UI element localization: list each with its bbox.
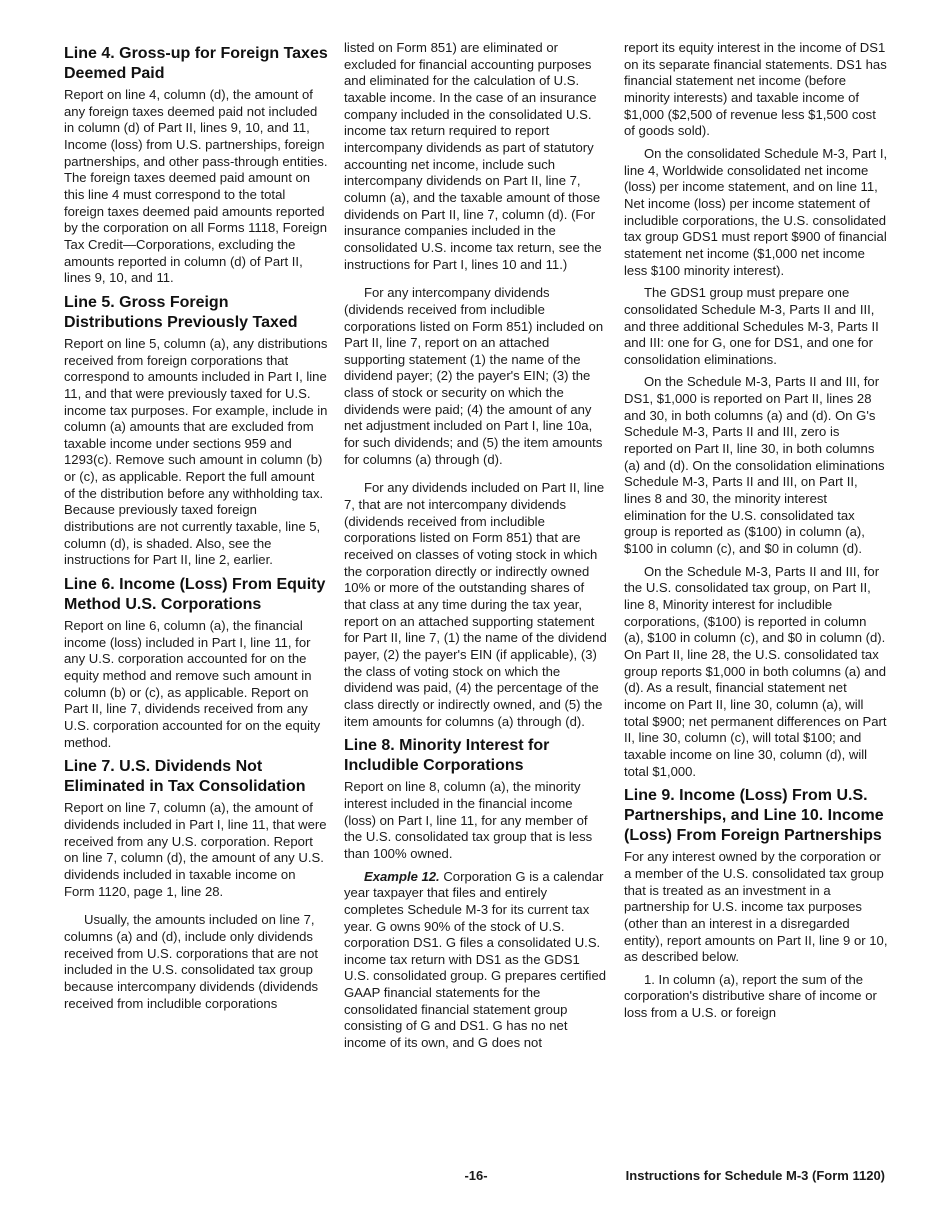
line7-paragraph-2: Usually, the amounts included on line 7, columns (a) and (d), include only dividends received from U.S. corporations that are not included in the U.S. consolidated tax group because intercompany dividends (dividends received from includible corporations (64, 912, 319, 1011)
gds1-group-paragraph: The GDS1 group must prepare one consolidated Schedule M-3, Parts II and III, and three additional Schedules M-3, Parts II and III: one for G, one for DS1, and one for consolidation eliminations. (624, 285, 879, 367)
column-3 (624, 40, 888, 1028)
line4-paragraph: Report on line 4, column (d), the amount of any foreign taxes deemed paid not included in column (d) of Part II, lines 9, 10, and 11, Income (loss) from U.S. partnerships, foreign partnerships, and other pass-through entities. The foreign taxes deemed paid amount on this line 4 must correspond to the total foreign taxes deemed paid amounts reported by the corporation on all Forms 1118, Foreign Tax Credit—Corporations, excluding the amounts reported in column (d) of Part II, lines 9, 10, and 11. (64, 87, 328, 286)
line5-paragraph: Report on line 5, column (a), any distributions received from foreign corporations that correspond to amounts included in Part I, line 11, and that were previously taxed for U.S. income tax purposes. For example, include in column (a) amounts that are excluded from taxable income under sections 959 and 1293(c). Remove such amount in column (b) or (c), as applicable. Report the full amount of the distribution before any withholding tax. Because previously taxed foreign distributions are not currently taxable, line 5, column (d), is shaded. Also, see the instructions for Part II, line 2, earlier. (64, 335, 328, 568)
example-12-label: Example 12. (364, 868, 440, 884)
line9-paragraph: For any interest owned by the corporation or a member of the U.S. consolidated tax group that is treated as an investment in a partnership for U.S. income tax purposes (other than an interest in a disregarded entity), report amounts on Part II, line 9 or 10, as described below. (624, 849, 888, 965)
line9-item-1-paragraph: 1. In column (a), report the sum of the corporation's distributive share of income or loss from a U.S. or foreign (624, 971, 877, 1021)
example-12-text: Corporation G is a calendar year taxpayer that files and entirely completes Schedule M-3 for its current tax year. G owns 90% of the stock of U.S. corporation DS1. G files a consolidated U.S. income tax return with DS1 as the GDS1 U.S. consolidated group. G prepares certified GAAP financial statements for the consolidated financial statement group consisting of G and DS1. G has no net income of its own, and G does not (344, 868, 607, 1051)
column-1 (64, 40, 328, 1018)
example-12-paragraph (344, 869, 608, 1052)
line4-heading: Line 4. Gross-up for Foreign Taxes Deemed Paid (64, 45, 328, 82)
example-continued-paragraph: report its equity interest in the income of DS1 on its separate financial statements. DS1 has financial statement net income (before minority interests) and taxable income of $1,000 ($2,500 of revenue less $1,500 cost of goods sold). (624, 40, 887, 139)
dividends-continued-paragraph: listed on Form 851) are eliminated or excluded for financial accounting purposes and eliminated for the calculation of U.S. taxable income. In the case of an insurance company included in the consolidated U.S. income tax return required to report intercompany dividends as part of statutory accounting net income, include such intercompany dividends on Part II, line 7, column (a), and the taxable amount of those dividends on Part II, line 7, column (d). (For insurance companies included in the consolidated U.S. income tax return, see the instructions for Part I, lines 10 and 11.) (344, 40, 602, 272)
line6-paragraph: Report on line 6, column (a), the financial income (loss) included in Part I, line 11, for any U.S. corporation accounted for on the equity method and remove such amount in column (b) or (c), as applicable. Report on Part II, line 7, dividends received from any U.S. corporation accounted for on the equity method. (64, 618, 321, 750)
line8-heading: Line 8. Minority Interest for Includible Corporations (344, 737, 550, 775)
line9-10-heading: Line 9. Income (Loss) From U.S. Partnerships, and Line 10. Income (Loss) From Foreign Partnerships (624, 787, 884, 845)
ds1-schedule-paragraph: On the Schedule M-3, Parts II and III, for DS1, $1,000 is reported on Part II, lines 28 and 30, in both columns (a) and (d). On G's Schedule M-3, Parts II and III, zero is reported on Part II, line 30, in both columns (a) and (d). On the consolidation eliminations Schedule M-3, Parts II and III, on Part II, lines 8 and 30, the minority interest elimination for the U.S. consolidated tax group is reported as ($100) in column (a), $100 in column (c), and $0 in column (d). (624, 374, 885, 557)
footer-doc-title: Instructions for Schedule M-3 (Form 1120) (625, 1168, 885, 1183)
consolidated-schedule-paragraph: On the consolidated Schedule M-3, Part I, line 4, Worldwide consolidated net income (loss) per income statement, and on line 11, Net income (loss) per income statement of includible corporations, the U.S. consolidated tax group GDS1 must report $900 of financial statement net income ($1,000 net income less $100 minority interest). (624, 145, 888, 278)
page-number: -16- (464, 1168, 488, 1183)
line6-heading: Line 6. Income (Loss) From Equity Method U.S. Corporations (64, 576, 326, 614)
line7-paragraph: Report on line 7, column (a), the amount of dividends included in Part I, line 11, that were received from any U.S. corporation. Report on line 7, column (d), the amount of any U.S. dividends included in taxable income on Form 1120, page 1, line 28. (64, 800, 327, 899)
line8-paragraph: Report on line 8, column (a), the minority interest included in the financial income (loss) on Part I, line 11, for any member of the U.S. consolidated tax group that is less than 100% owned. (344, 779, 593, 861)
non-intercompany-dividends-paragraph: For any dividends included on Part II, line 7, that are not intercompany dividends (dividends received from includible corporations listed on Form 851) that are received on classes of voting stock in which the corporation directly or indirectly owned 10% or more of the outstanding shares of that class at any time during the tax year, report on an attached supporting statement for Part II, line 7, (1) the name of the dividend payer, (2) the payer's EIN (if applicable), (3) the class of voting stock on which the dividend was paid, (4) the percentage of the class directly or indirectly owned, and (5) the item amounts for columns (a) through (d). (344, 480, 607, 729)
line5-heading: Line 5. Gross Foreign Distributions Previously Taxed (64, 293, 298, 331)
line7-heading: Line 7. U.S. Dividends Not Eliminated in Tax Consolidation (64, 758, 306, 796)
column-2 (344, 40, 608, 1058)
intercompany-dividends-paragraph: For any intercompany dividends (dividends received from includible corporations listed on Form 851) included on Part II, line 7, report on an attached supporting statement (1) the name of the dividend payer; (2) the payer's EIN; (3) the class of stock or security on which the dividends were paid; (4) the amount of any net adjustment included on Part I, line 10a, for such dividends; and (5) the item amounts for columns (a) through (d). (344, 285, 604, 467)
consolidated-group-paragraph: On the Schedule M-3, Parts II and III, for the U.S. consolidated tax group, on Part II, line 8, Minority interest for includible corporations, ($100) is reported in column (a), $100 in column (c), and $0 in column (d). On Part II, line 28, the U.S. consolidated tax group reports $1,000 in both columns (a) and (d). As a result, financial statement net income on Part II, line 30, column (a), will total $900; net permanent differences on Part II, line 30, column (c), will total $100; and taxable income on line 30, column (d), will total $1,000. (624, 563, 887, 779)
